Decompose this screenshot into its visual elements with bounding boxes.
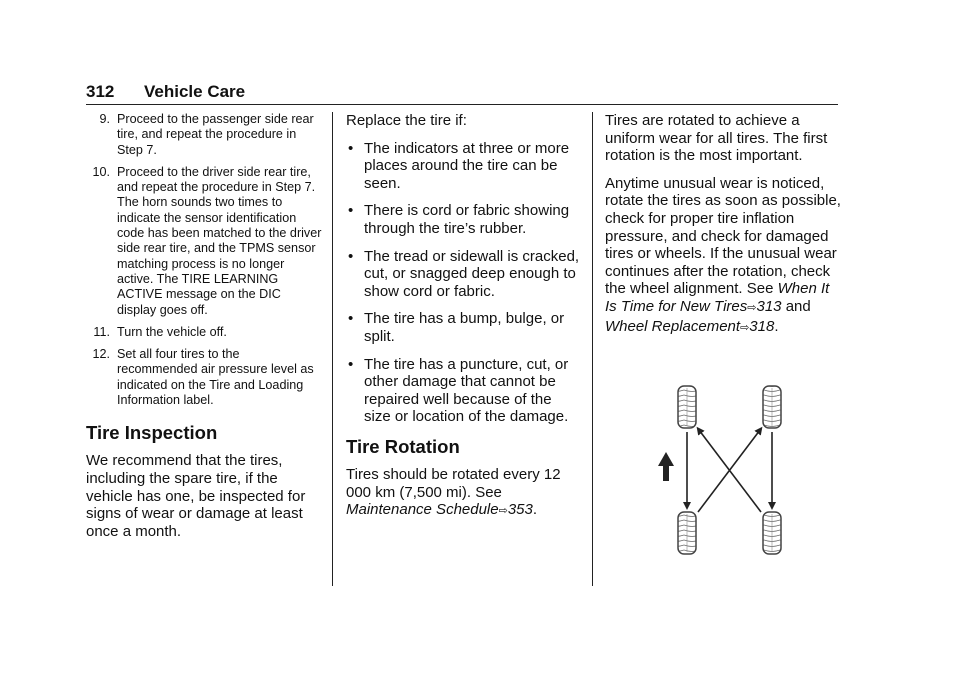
list-item: • The tread or sidewall is cracked, cut, or snagged deep enough to show cord or fabric. (348, 247, 580, 300)
list-item: • The tire has a bump, bulge, or split. (348, 310, 565, 345)
page-number: 312 (86, 82, 115, 101)
column-divider-1 (332, 112, 333, 586)
procedure-steps (86, 112, 322, 408)
new-tires-link[interactable]: When It Is Time for New Tires⇨313 (605, 280, 830, 315)
front-left-tire-icon (678, 386, 696, 428)
list-item: • The tire has a puncture, cut, or other damage that cannot be repaired well because of the size or location of the damage. (348, 355, 569, 426)
column-divider-2 (592, 112, 593, 586)
section-title: Vehicle Care (144, 82, 246, 101)
page-ref-arrow-icon: ⇨ (747, 301, 757, 314)
step-item: 11. Turn the vehicle off. (93, 324, 227, 339)
step-item: 12. Set all four tires to the recommended air pressure level as indicated on the Tire and Loading Information label. (92, 347, 314, 408)
header-rule (86, 104, 838, 105)
column-1 (86, 112, 322, 540)
column-2 (346, 112, 582, 521)
tire-rotation-text: Tires should be rotated every 12 000 km (7,500 mi). See Maintenance Schedule⇨353. (346, 465, 561, 519)
tire-rotation-diagram (652, 384, 792, 556)
maintenance-schedule-link[interactable]: Maintenance Schedule⇨353 (346, 501, 533, 519)
tire-rotation-heading: Tire Rotation (346, 435, 460, 457)
list-item: • There is cord or fabric showing through the tire’s rubber. (348, 202, 570, 237)
forward-arrow-icon (658, 452, 674, 481)
page-ref-arrow-icon: ⇨ (498, 505, 508, 518)
rotation-purpose-text: Tires are rotated to achieve a uniform wear for all tires. The first rotation is the most important. (605, 112, 828, 165)
tire-inspection-text: We recommend that the tires, including the spare tire, if the vehicle has one, be inspected for signs of wear or damage at least once a month. (86, 452, 306, 540)
wheel-replacement-link[interactable]: Wheel Replacement⇨318 (605, 317, 775, 335)
rear-left-tire-icon (678, 512, 696, 554)
rear-right-tire-icon (763, 512, 781, 554)
column-3 (605, 112, 841, 337)
replace-intro: Replace the tire if: (346, 112, 467, 129)
unusual-wear-text: Anytime unusual wear is noticed, rotate the tires as soon as possible, check for proper tire inflation pressure, and check for damaged tires or wheels. If the unusual wear continues after the rotation, check the wheel alignment. See When It Is Time for New Tires⇨313 and Wheel Replacement⇨318. (605, 174, 841, 335)
list-item: • The indicators at three or more places around the tire can be seen. (348, 139, 570, 192)
tire-inspection-heading: Tire Inspection (86, 422, 218, 444)
page-ref-arrow-icon: ⇨ (740, 321, 750, 334)
step-item: 10. Proceed to the driver side rear tire, and repeat the procedure in Step 7. The horn sounds two times to indicate the sensor identification code has been matched to the driver side rear tire, and the TPMS sensor matching process is no longer active. The TIRE LEARNING ACTIVE message on the DIC display goes off. (92, 164, 322, 317)
step-item: 9. Proceed to the passenger side rear tire, and repeat the procedure in Step 7. (99, 112, 314, 157)
front-right-tire-icon (763, 386, 781, 428)
replace-conditions (346, 140, 582, 426)
page-header (86, 82, 838, 104)
